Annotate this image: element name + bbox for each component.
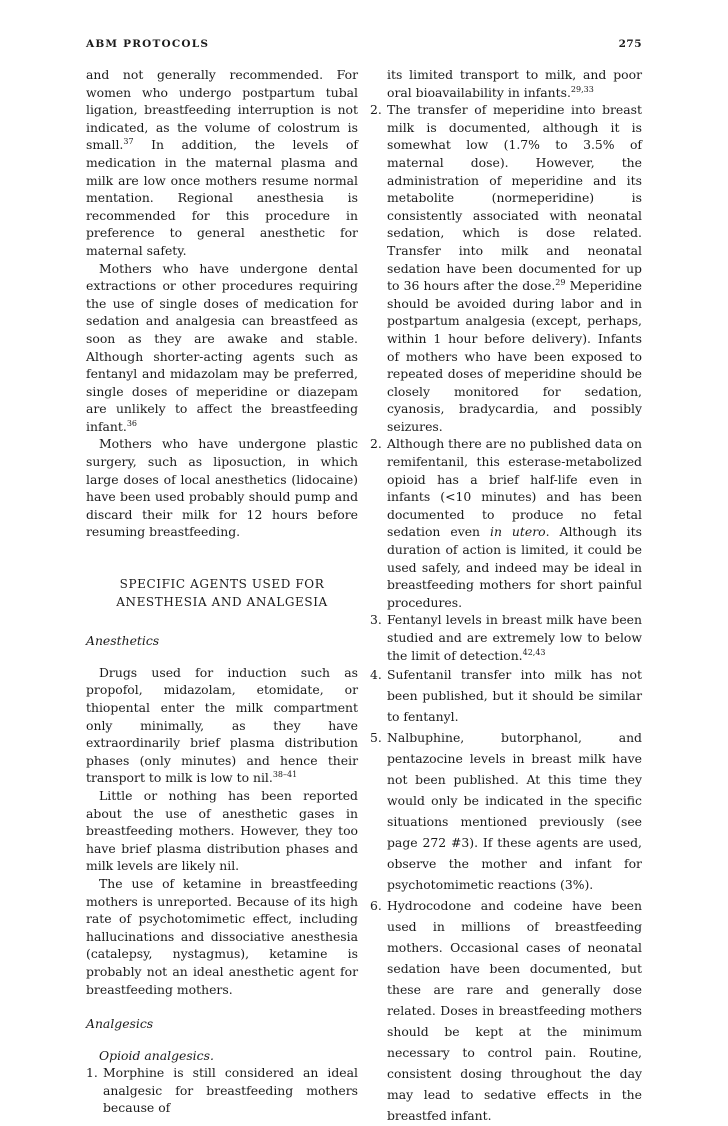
list-item: 4. Sufentanil transfer into milk has not been published, but it should be similar to fentanyl. (370, 667, 642, 725)
list-item: 6. Hydrocodone and codeine have been used in millions of breastfeeding mothers. Occasional cases of neonatal sedation have been documented, but these are rare and generally dose related. Doses in breastfeeding mothers should be kept at the minimum necessary to control pain. Routine, consistent dosing throughout the day may lead to sedative effects in the breastfed infant. (370, 898, 642, 1124)
subheading-analgesics: Analgesics (86, 1016, 154, 1032)
subheading-anesthetics: Anesthetics (86, 633, 160, 649)
paragraph-tubal-ligation: and not generally recommended. For women who undergo postpartum tubal ligation, breastfeeding interruption is not indicated, as the volume of colostrum is small.$^{37}$ In addition, the levels of medication in the maternal plasma and milk are low once mothers resume normal mentation. Regional anesthesia is recommended for this procedure in preference to general anesthetic for maternal safety. (86, 67, 358, 258)
list-item: 2. The transfer of meperidine into breast milk is documented, although it is somewhat low (1.7% to 3.5% of maternal dose). However, the administration of meperidine and its metabolite (normeperidine) is consistently associated with neonatal sedation, which is dose related. Transfer into milk and neonatal sedation have been documented for up to 36 hours after the dose.$^{29}$ Meperidine should be avoided during labor and in postpartum analgesia (except, perhaps, within 1 hour before delivery). Infants of mothers who have been exposed to repeated doses of meperidine should be closely monitored for sedation, cyanosis, bradycardia, and possibly seizures. (370, 102, 642, 434)
citation: 37 (123, 137, 134, 147)
list-item-continuation: its limited transport to milk, and poor oral bioavailability in infants.$^{29,33}$ (387, 67, 642, 100)
left-column (86, 66, 358, 1117)
paragraph-dental: Mothers who have undergone dental extractions or other procedures requiring the use of single doses of medication for sedation and analgesia can breastfeed as soon as they are awake and stable. Although shorter-acting agents such as fentanyl and midazolam may be preferred, single doses of meperidine or diazepam are unlikely to affect the breastfeeding infant.$^{36}$ (86, 260, 358, 434)
opioid-analgesics-label: Opioid analgesics. (99, 1047, 214, 1063)
list-item: 3. Fentanyl levels in breast milk have been studied and are extremely low to below the limit of detection.$^{42,43}$ (370, 612, 642, 663)
page-number: 275 (618, 38, 642, 50)
right-column (370, 66, 642, 1126)
citation: 29,33 (570, 84, 594, 94)
list-item: 5. Nalbuphine, butorphanol, and pentazocine levels in breast milk have not been published. At this time they would only be indicated in the specific situations mentioned previously (see page 272 #3). If these agents are used, observe the mother and infant for psychotomimetic reactions (3%). (370, 730, 642, 893)
journal-section-label: ABM PROTOCOLS (86, 38, 210, 50)
citation: 42,43 (522, 647, 546, 657)
list-item: 1. Morphine is still considered an ideal analgesic for breastfeeding mothers because of (86, 1065, 358, 1116)
section-heading: SPECIFIC AGENTS USED FOR ANESTHESIA AND ANALGESIA (116, 577, 328, 609)
paragraph-induction-drugs: Drugs used for induction such as propofol, midazolam, etomidate, or thiopental enter the milk compartment only minimally, as they have extraordinarily brief plasma distribution phases (only minutes) and hence their transport to milk is low to nil.$^{38-41}$ (86, 664, 358, 786)
citation: 36 (126, 418, 138, 428)
running-header (86, 38, 642, 58)
citation: 29 (555, 278, 566, 287)
paragraph-plastic-surgery: Mothers who have undergone plastic surgery, such as liposuction, in which large doses of local anesthetics (lidocaine) have been used probably should pump and discard their milk for 12 hours before resuming breastfeeding. (86, 436, 358, 540)
citation: 38–41 (272, 770, 298, 780)
list-item: 2. Although there are no published data on remifentanil, this esterase-metabolized opioid has a brief half-life even in infants (<10 minutes) and has been documented to produce no fetal sedation even in utero. Although its duration of action is limited, it could be used safely, and indeed may be ideal in breastfeeding mothers for short painful procedures. (370, 436, 642, 610)
paragraph-anesthetic-gases: Little or nothing has been reported about the use of anesthetic gases in breastfeeding mothers. However, they too have brief plasma distribution phases and milk levels are likely nil. (86, 787, 358, 874)
paragraph-ketamine: The use of ketamine in breastfeeding mothers is unreported. Because of its high rate of psychotomimetic effect, including hallucinations and dissociative anesthesia (catalepsy, nystagmus), ketamine is probably not an ideal anesthetic agent for breastfeeding mothers. (86, 875, 358, 997)
